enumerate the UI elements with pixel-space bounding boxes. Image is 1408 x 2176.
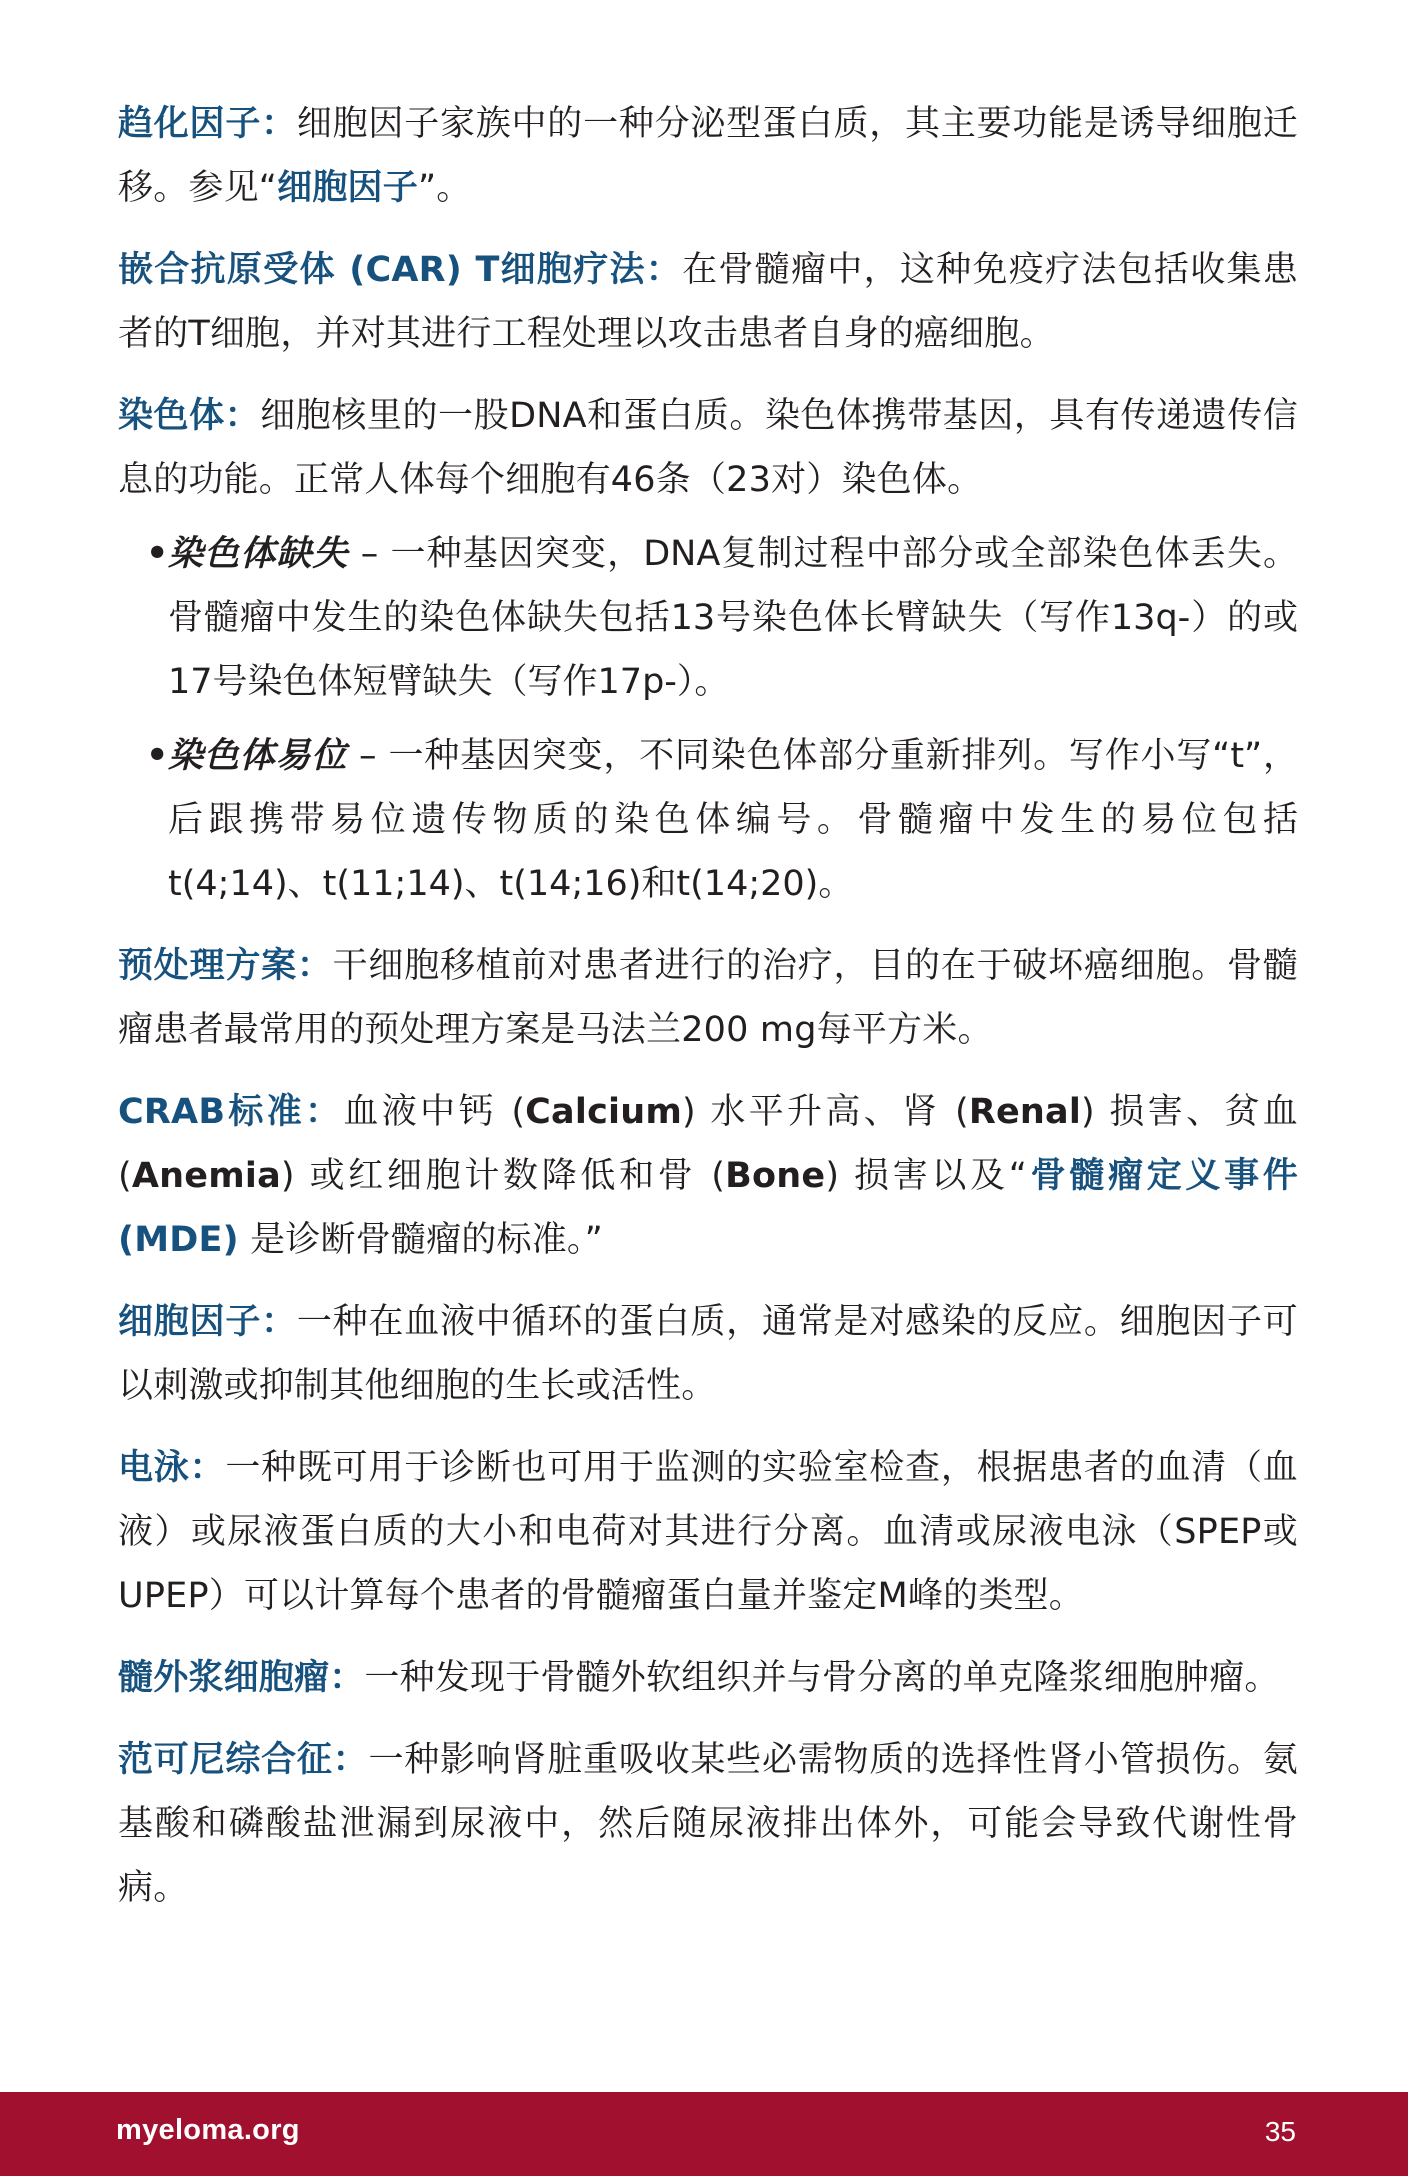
entry-cytokine: [118, 1290, 1298, 1418]
entry-car-t: [118, 238, 1298, 366]
crab-bone: Bone: [725, 1156, 826, 1196]
definition-conditioning: 干细胞移植前对患者进行的治疗，目的在于破坏癌细胞。骨髓瘤患者最常用的预处理方案是马法兰200 mg每平方米。: [118, 946, 1299, 1050]
bullet-icon: •: [146, 736, 169, 776]
crab-anemia: Anemia: [131, 1156, 281, 1196]
crab-calcium: Calcium: [525, 1092, 683, 1132]
link-mde[interactable]: 骨髓瘤定义事件 (MDE): [118, 1156, 1298, 1260]
sub-term-deletion: 染色体缺失: [168, 534, 349, 574]
term-fanconi: 范可尼综合征：: [118, 1740, 369, 1780]
crab-renal: Renal: [968, 1092, 1082, 1132]
sub-definition-deletion: – 一种基因突变，DNA复制过程中部分或全部染色体丢失。骨髓瘤中发生的染色体缺失包括13号染色体长臂缺失（写作13q-）的或17号染色体短臂缺失（写作17p-）。: [168, 534, 1298, 702]
footer-site-link[interactable]: myeloma.org: [116, 2114, 300, 2146]
definition-electrophoresis: 一种既可用于诊断也可用于监测的实验室检查，根据患者的血清（血液）或尿液蛋白质的大小和电荷对其进行分离。血清或尿液电泳（SPEP或UPEP）可以计算每个患者的骨髓瘤蛋白量并鉴定M峰的类型。: [118, 1448, 1298, 1616]
glossary-content: [118, 92, 1298, 1938]
crab-text-5: ) 损害以及“: [825, 1156, 1028, 1196]
page-number: 35: [1264, 2116, 1296, 2147]
bullet-icon: •: [146, 534, 169, 574]
entry-chromosome: [118, 384, 1298, 512]
crab-text-2: ) 水平升高、肾 (: [682, 1092, 969, 1132]
term-car-t: 嵌合抗原受体 (CAR) T细胞疗法：: [118, 250, 683, 290]
definition-extramedullary-plasmacytoma: 一种发现于骨髓外软组织并与骨分离的单克隆浆细胞肿瘤。: [364, 1658, 1280, 1698]
definition-chemokine-end: ”。: [417, 168, 472, 208]
sub-item-translocation: [146, 724, 1298, 916]
footer-bar: [0, 2092, 1408, 2176]
term-chromosome: 染色体：: [118, 396, 261, 436]
definition-fanconi: 一种影响肾脏重吸收某些必需物质的选择性肾小管损伤。氨基酸和磷酸盐泄漏到尿液中，然后随尿液排出体外，可能会导致代谢性骨病。: [118, 1740, 1299, 1908]
chromosome-sub-list: [118, 522, 1298, 916]
link-cytokine[interactable]: 细胞因子: [277, 168, 418, 208]
entry-fanconi: [118, 1728, 1298, 1920]
term-crab: CRAB标准：: [118, 1092, 344, 1132]
sub-definition-translocation: – 一种基因突变，不同染色体部分重新排列。写作小写“t”，后跟携带易位遗传物质的染色体编号。骨髓瘤中发生的易位包括t(4;14)、t(11;14)、t(14;16)和t(14;20)。: [168, 736, 1298, 904]
entry-electrophoresis: [118, 1436, 1298, 1628]
definition-cytokine: 一种在血液中循环的蛋白质，通常是对感染的反应。细胞因子可以刺激或抑制其他细胞的生长或活性。: [118, 1302, 1298, 1406]
definition-chemokine: 细胞因子家族中的一种分泌型蛋白质，其主要功能是诱导细胞迁移。参见“: [118, 104, 1298, 208]
term-conditioning: 预处理方案：: [118, 946, 333, 986]
sub-term-translocation: 染色体易位: [168, 736, 348, 776]
crab-text-1: 血液中钙 (: [343, 1092, 526, 1132]
crab-text-4: ) 或红细胞计数降低和骨 (: [280, 1156, 726, 1196]
sub-item-deletion: [146, 522, 1298, 714]
entry-extramedullary-plasmacytoma: [118, 1646, 1298, 1710]
term-electrophoresis: 电泳：: [118, 1448, 226, 1488]
definition-chromosome: 细胞核里的一股DNA和蛋白质。染色体携带基因，具有传递遗传信息的功能。正常人体每个细胞有46条（23对）染色体。: [118, 396, 1298, 500]
term-extramedullary-plasmacytoma: 髓外浆细胞瘤：: [118, 1658, 365, 1698]
entry-conditioning: [118, 934, 1298, 1062]
term-chemokine: 趋化因子：: [118, 104, 297, 144]
crab-text-3: ) 损害、贫血 (: [118, 1092, 1298, 1196]
crab-text-6: 是诊断骨髓瘤的标准。”: [238, 1220, 603, 1260]
term-cytokine: 细胞因子：: [118, 1302, 297, 1342]
entry-crab: [118, 1080, 1298, 1272]
entry-chemokine: [118, 92, 1298, 220]
definition-car-t: 在骨髓瘤中，这种免疫疗法包括收集患者的T细胞，并对其进行工程处理以攻击患者自身的癌细胞。: [118, 250, 1299, 354]
